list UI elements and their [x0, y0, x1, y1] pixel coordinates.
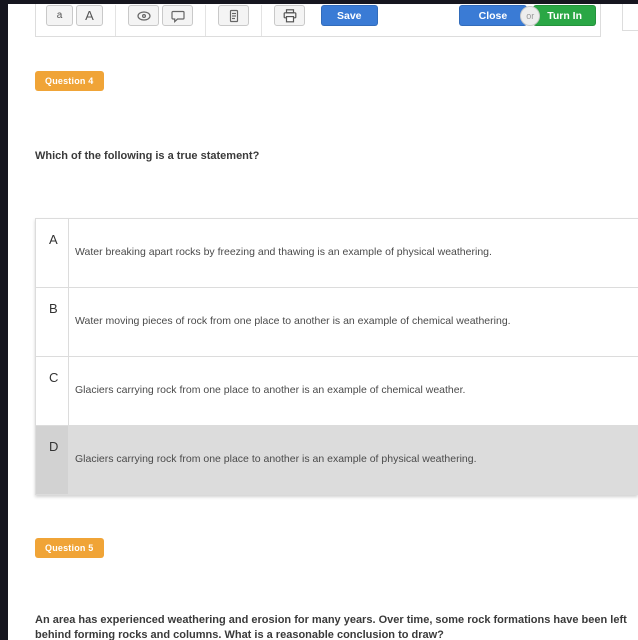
save-label: Save: [337, 9, 362, 22]
answer-options: [35, 218, 638, 495]
answer-text: Water moving pieces of rock from one place to another is an example of chemical weathering.: [75, 315, 511, 327]
question4-prompt: Which of the following is a true statement?: [35, 150, 260, 162]
turn-in-button[interactable]: [533, 5, 596, 26]
print-icon: [282, 8, 298, 24]
notes-icon: [226, 8, 242, 24]
question5-badge: Question 5: [35, 538, 104, 558]
toolbar: [35, 4, 601, 37]
font-increase-button[interactable]: [76, 5, 103, 26]
notes-button[interactable]: [218, 5, 249, 26]
close-button[interactable]: [459, 5, 528, 26]
save-button[interactable]: [321, 5, 378, 26]
toolbar-divider: [205, 5, 206, 36]
answer-letter: A: [36, 219, 69, 287]
print-button[interactable]: [274, 5, 305, 26]
comment-button[interactable]: [162, 5, 193, 26]
font-increase-label: A: [85, 8, 94, 23]
answer-row-d[interactable]: [36, 426, 638, 494]
window-top-edge: [0, 0, 638, 4]
answer-row-a[interactable]: [36, 219, 638, 288]
answer-text: Water breaking apart rocks by freezing and thawing is an example of physical weathering.: [75, 246, 492, 258]
comment-icon: [170, 8, 186, 24]
answer-text: Glaciers carrying rock from one place to another is an example of chemical weather.: [75, 384, 466, 396]
answer-letter: C: [36, 357, 69, 425]
toolbar-divider: [261, 5, 262, 36]
eye-review-button[interactable]: [128, 5, 159, 26]
answer-letter: D: [36, 426, 69, 494]
question4-badge: Question 4: [35, 71, 104, 91]
eye-icon: [136, 8, 152, 24]
question5-prompt: An area has experienced weathering and erosion for many years. Over time, some rock formations have been left behind forming rocks and columns. What is a reasonable conclusion to draw?: [35, 614, 627, 640]
answer-row-b[interactable]: [36, 288, 638, 357]
close-label: Close: [478, 9, 508, 22]
answer-letter: B: [36, 288, 69, 356]
right-toolbar-sliver: [622, 4, 638, 31]
sidebar-edge: [0, 0, 8, 640]
answer-row-c[interactable]: [36, 357, 638, 426]
font-decrease-label: a: [56, 10, 63, 21]
turn-in-label: Turn In: [547, 9, 582, 22]
or-label: or: [526, 11, 535, 21]
font-decrease-button[interactable]: [46, 5, 73, 26]
submit-group: [459, 5, 596, 26]
answer-text: Glaciers carrying rock from one place to another is an example of physical weathering.: [75, 453, 477, 465]
toolbar-divider: [115, 5, 116, 36]
